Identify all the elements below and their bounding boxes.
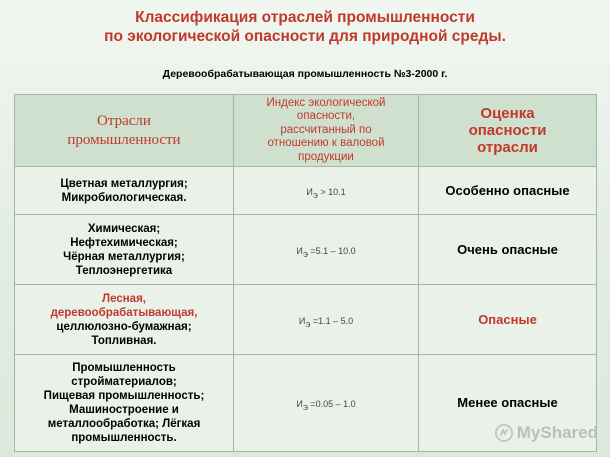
industries-cell xyxy=(15,215,234,285)
title-line-2: по экологической опасности для природной среды. xyxy=(104,28,506,45)
header-text: промышленности xyxy=(67,131,181,148)
industry-line: Химическая; xyxy=(87,222,161,235)
index-value: $И_Э =5.1 - 10.0$ xyxy=(296,245,356,259)
table-row xyxy=(15,167,597,215)
industry-line-highlight: деревообрабатывающая, xyxy=(50,306,198,319)
industries-cell xyxy=(15,167,234,215)
index-cell xyxy=(234,285,419,355)
industries-cell xyxy=(15,285,234,355)
header-index xyxy=(234,95,419,167)
assessment-cell xyxy=(419,285,597,355)
header-text: рассчитанный по xyxy=(280,123,372,136)
industry-line: металлообработка; Лёгкая xyxy=(47,418,201,430)
index-cell xyxy=(234,355,419,452)
header-text: опасности, xyxy=(296,110,356,123)
slide-title xyxy=(0,8,610,46)
industry-line: Теплоэнергетика xyxy=(75,264,173,277)
watermark-text: MyShared xyxy=(516,423,598,442)
header-assessment xyxy=(419,95,597,167)
watermark xyxy=(495,423,598,443)
table-row xyxy=(15,215,597,285)
header-text: Оценка xyxy=(480,105,535,122)
industry-line: промышленность. xyxy=(71,432,177,444)
industry-line: Пищевая промышленность; xyxy=(43,390,205,402)
assessment-cell xyxy=(419,215,597,285)
industry-line: стройматериалов; xyxy=(71,376,177,388)
industry-line: Микробиологическая. xyxy=(61,191,187,204)
header-text: опасности xyxy=(468,122,547,139)
industry-line: целлюлозно-бумажная; xyxy=(56,320,192,333)
header-industries xyxy=(15,95,234,167)
industry-line: Промышленность xyxy=(72,362,176,374)
assessment-label: Менее опасные xyxy=(457,395,558,410)
industry-line: Чёрная металлургия; xyxy=(63,250,185,263)
industries-cell xyxy=(15,355,234,452)
myshared-logo-icon xyxy=(495,424,513,442)
slide-subtitle: Деревообрабатывающая промышленность №3-2000 г. xyxy=(162,68,448,80)
assessment-label: Опасные xyxy=(478,311,537,327)
index-cell xyxy=(234,167,419,215)
table-row xyxy=(15,285,597,355)
industry-line: Нефтехимическая; xyxy=(70,236,178,249)
header-text: отрасли xyxy=(477,139,538,156)
header-text: Отрасли xyxy=(97,112,151,129)
classification-table xyxy=(14,94,597,452)
industry-line: Цветная металлургия; xyxy=(60,177,188,190)
index-value: $И_Э > 10.1$ xyxy=(306,186,346,200)
title-line-1: Классификация отраслей промышленности xyxy=(135,9,475,26)
index-cell xyxy=(234,215,419,285)
industry-line-highlight: Лесная, xyxy=(102,292,146,305)
header-text: Индекс экологической xyxy=(266,96,386,109)
industry-line: Топливная. xyxy=(91,334,157,347)
table-header-row xyxy=(15,95,597,167)
header-text: отношению к валовой xyxy=(267,137,385,150)
index-value: $И_Э =1.1 - 5.0$ xyxy=(298,315,354,329)
assessment-label: Очень опасные xyxy=(457,241,558,257)
assessment-label: Особенно опасные xyxy=(445,182,570,198)
index-value: $И_Э =0.05 - 1.0$ xyxy=(296,399,356,412)
industry-line: Машиностроение и xyxy=(69,404,179,416)
header-text: продукции xyxy=(298,150,354,163)
assessment-cell xyxy=(419,167,597,215)
